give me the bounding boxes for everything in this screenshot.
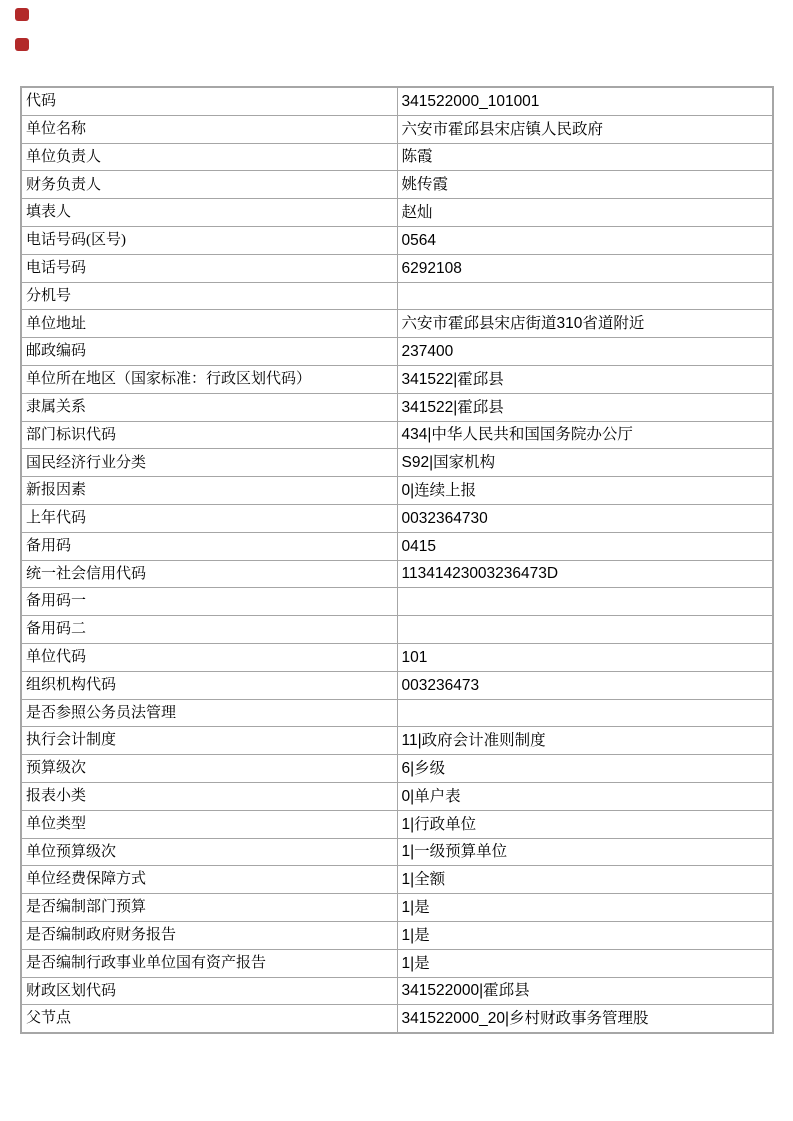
field-label-cell: 执行会计制度 (21, 727, 397, 755)
table-row (21, 977, 773, 1005)
field-label-cell: 单位类型 (21, 810, 397, 838)
field-value-cell: 0415 (397, 532, 773, 560)
field-label-cell: 分机号 (21, 282, 397, 310)
field-label-cell: 上年代码 (21, 504, 397, 532)
unit-info-table (20, 86, 774, 1034)
field-label-cell: 组织机构代码 (21, 671, 397, 699)
table-row (21, 115, 773, 143)
field-label-cell: 是否编制部门预算 (21, 894, 397, 922)
field-value-cell: 101 (397, 643, 773, 671)
field-value-cell: 六安市霍邱县宋店镇人民政府 (397, 115, 773, 143)
field-label-cell: 单位代码 (21, 643, 397, 671)
field-value-cell: 341522000_20|乡村财政事务管理股 (397, 1005, 773, 1033)
table-row (21, 588, 773, 616)
field-value-cell: 6|乡级 (397, 755, 773, 783)
field-value-cell: 姚传霞 (397, 171, 773, 199)
field-value-cell: 赵灿 (397, 199, 773, 227)
field-label-cell: 新报因素 (21, 477, 397, 505)
field-value-cell: 1|行政单位 (397, 810, 773, 838)
table-row (21, 226, 773, 254)
table-row (21, 1005, 773, 1033)
field-label-cell: 单位负责人 (21, 143, 397, 171)
field-label-cell: 财政区划代码 (21, 977, 397, 1005)
table-row (21, 643, 773, 671)
table-row (21, 199, 773, 227)
field-value-cell: 237400 (397, 338, 773, 366)
field-value-cell: 0564 (397, 226, 773, 254)
field-value-cell: 0032364730 (397, 504, 773, 532)
table-row (21, 421, 773, 449)
table-row (21, 866, 773, 894)
table-row (21, 532, 773, 560)
table-row (21, 810, 773, 838)
unit-info-table-body (21, 87, 773, 1033)
field-label-cell: 代码 (21, 87, 397, 115)
table-row (21, 254, 773, 282)
table-row (21, 338, 773, 366)
field-value-cell: 434|中华人民共和国国务院办公厅 (397, 421, 773, 449)
table-row (21, 477, 773, 505)
field-value-cell (397, 282, 773, 310)
field-value-cell: 11|政府会计准则制度 (397, 727, 773, 755)
table-row (21, 727, 773, 755)
field-value-cell: 陈霞 (397, 143, 773, 171)
field-label-cell: 电话号码(区号) (21, 226, 397, 254)
field-value-cell: 003236473 (397, 671, 773, 699)
field-label-cell: 报表小类 (21, 782, 397, 810)
field-value-cell: 六安市霍邱县宋店街道310省道附近 (397, 310, 773, 338)
field-value-cell: 6292108 (397, 254, 773, 282)
field-label-cell: 是否参照公务员法管理 (21, 699, 397, 727)
field-label-cell: 部门标识代码 (21, 421, 397, 449)
red-square-marker-icon (15, 8, 29, 21)
table-row (21, 310, 773, 338)
field-value-cell: 1|全额 (397, 866, 773, 894)
field-label-cell: 单位经费保障方式 (21, 866, 397, 894)
field-label-cell: 备用码 (21, 532, 397, 560)
table-row (21, 616, 773, 644)
field-label-cell: 备用码二 (21, 616, 397, 644)
field-value-cell: 1|是 (397, 921, 773, 949)
field-label-cell: 单位所在地区（国家标准：行政区划代码） (21, 365, 397, 393)
table-row (21, 143, 773, 171)
field-label-cell: 备用码一 (21, 588, 397, 616)
table-row (21, 282, 773, 310)
field-value-cell: 1|一级预算单位 (397, 838, 773, 866)
field-value-cell: 1|是 (397, 894, 773, 922)
field-value-cell: 341522000|霍邱县 (397, 977, 773, 1005)
field-label-cell: 单位地址 (21, 310, 397, 338)
field-label-cell: 邮政编码 (21, 338, 397, 366)
red-square-marker-icon (15, 38, 29, 51)
field-label-cell: 是否编制政府财务报告 (21, 921, 397, 949)
table-row (21, 755, 773, 783)
field-value-cell: 341522000_101001 (397, 87, 773, 115)
table-row (21, 87, 773, 115)
table-row (21, 560, 773, 588)
field-value-cell: 0|单户表 (397, 782, 773, 810)
table-row (21, 782, 773, 810)
field-value-cell: 341522|霍邱县 (397, 393, 773, 421)
table-row (21, 671, 773, 699)
table-row (21, 171, 773, 199)
field-label-cell: 是否编制行政事业单位国有资产报告 (21, 949, 397, 977)
field-label-cell: 统一社会信用代码 (21, 560, 397, 588)
table-row (21, 504, 773, 532)
field-label-cell: 预算级次 (21, 755, 397, 783)
table-row (21, 894, 773, 922)
field-value-cell (397, 699, 773, 727)
table-row (21, 699, 773, 727)
table-row (21, 921, 773, 949)
field-label-cell: 国民经济行业分类 (21, 449, 397, 477)
field-value-cell: 0|连续上报 (397, 477, 773, 505)
field-label-cell: 隶属关系 (21, 393, 397, 421)
field-value-cell: 341522|霍邱县 (397, 365, 773, 393)
field-value-cell: 1|是 (397, 949, 773, 977)
table-row (21, 449, 773, 477)
field-value-cell: S92|国家机构 (397, 449, 773, 477)
field-label-cell: 单位预算级次 (21, 838, 397, 866)
table-row (21, 393, 773, 421)
field-label-cell: 填表人 (21, 199, 397, 227)
field-value-cell: 11341423003236473D (397, 560, 773, 588)
field-label-cell: 父节点 (21, 1005, 397, 1033)
field-value-cell (397, 616, 773, 644)
field-label-cell: 单位名称 (21, 115, 397, 143)
field-label-cell: 电话号码 (21, 254, 397, 282)
field-value-cell (397, 588, 773, 616)
field-label-cell: 财务负责人 (21, 171, 397, 199)
table-row (21, 365, 773, 393)
table-row (21, 838, 773, 866)
table-row (21, 949, 773, 977)
